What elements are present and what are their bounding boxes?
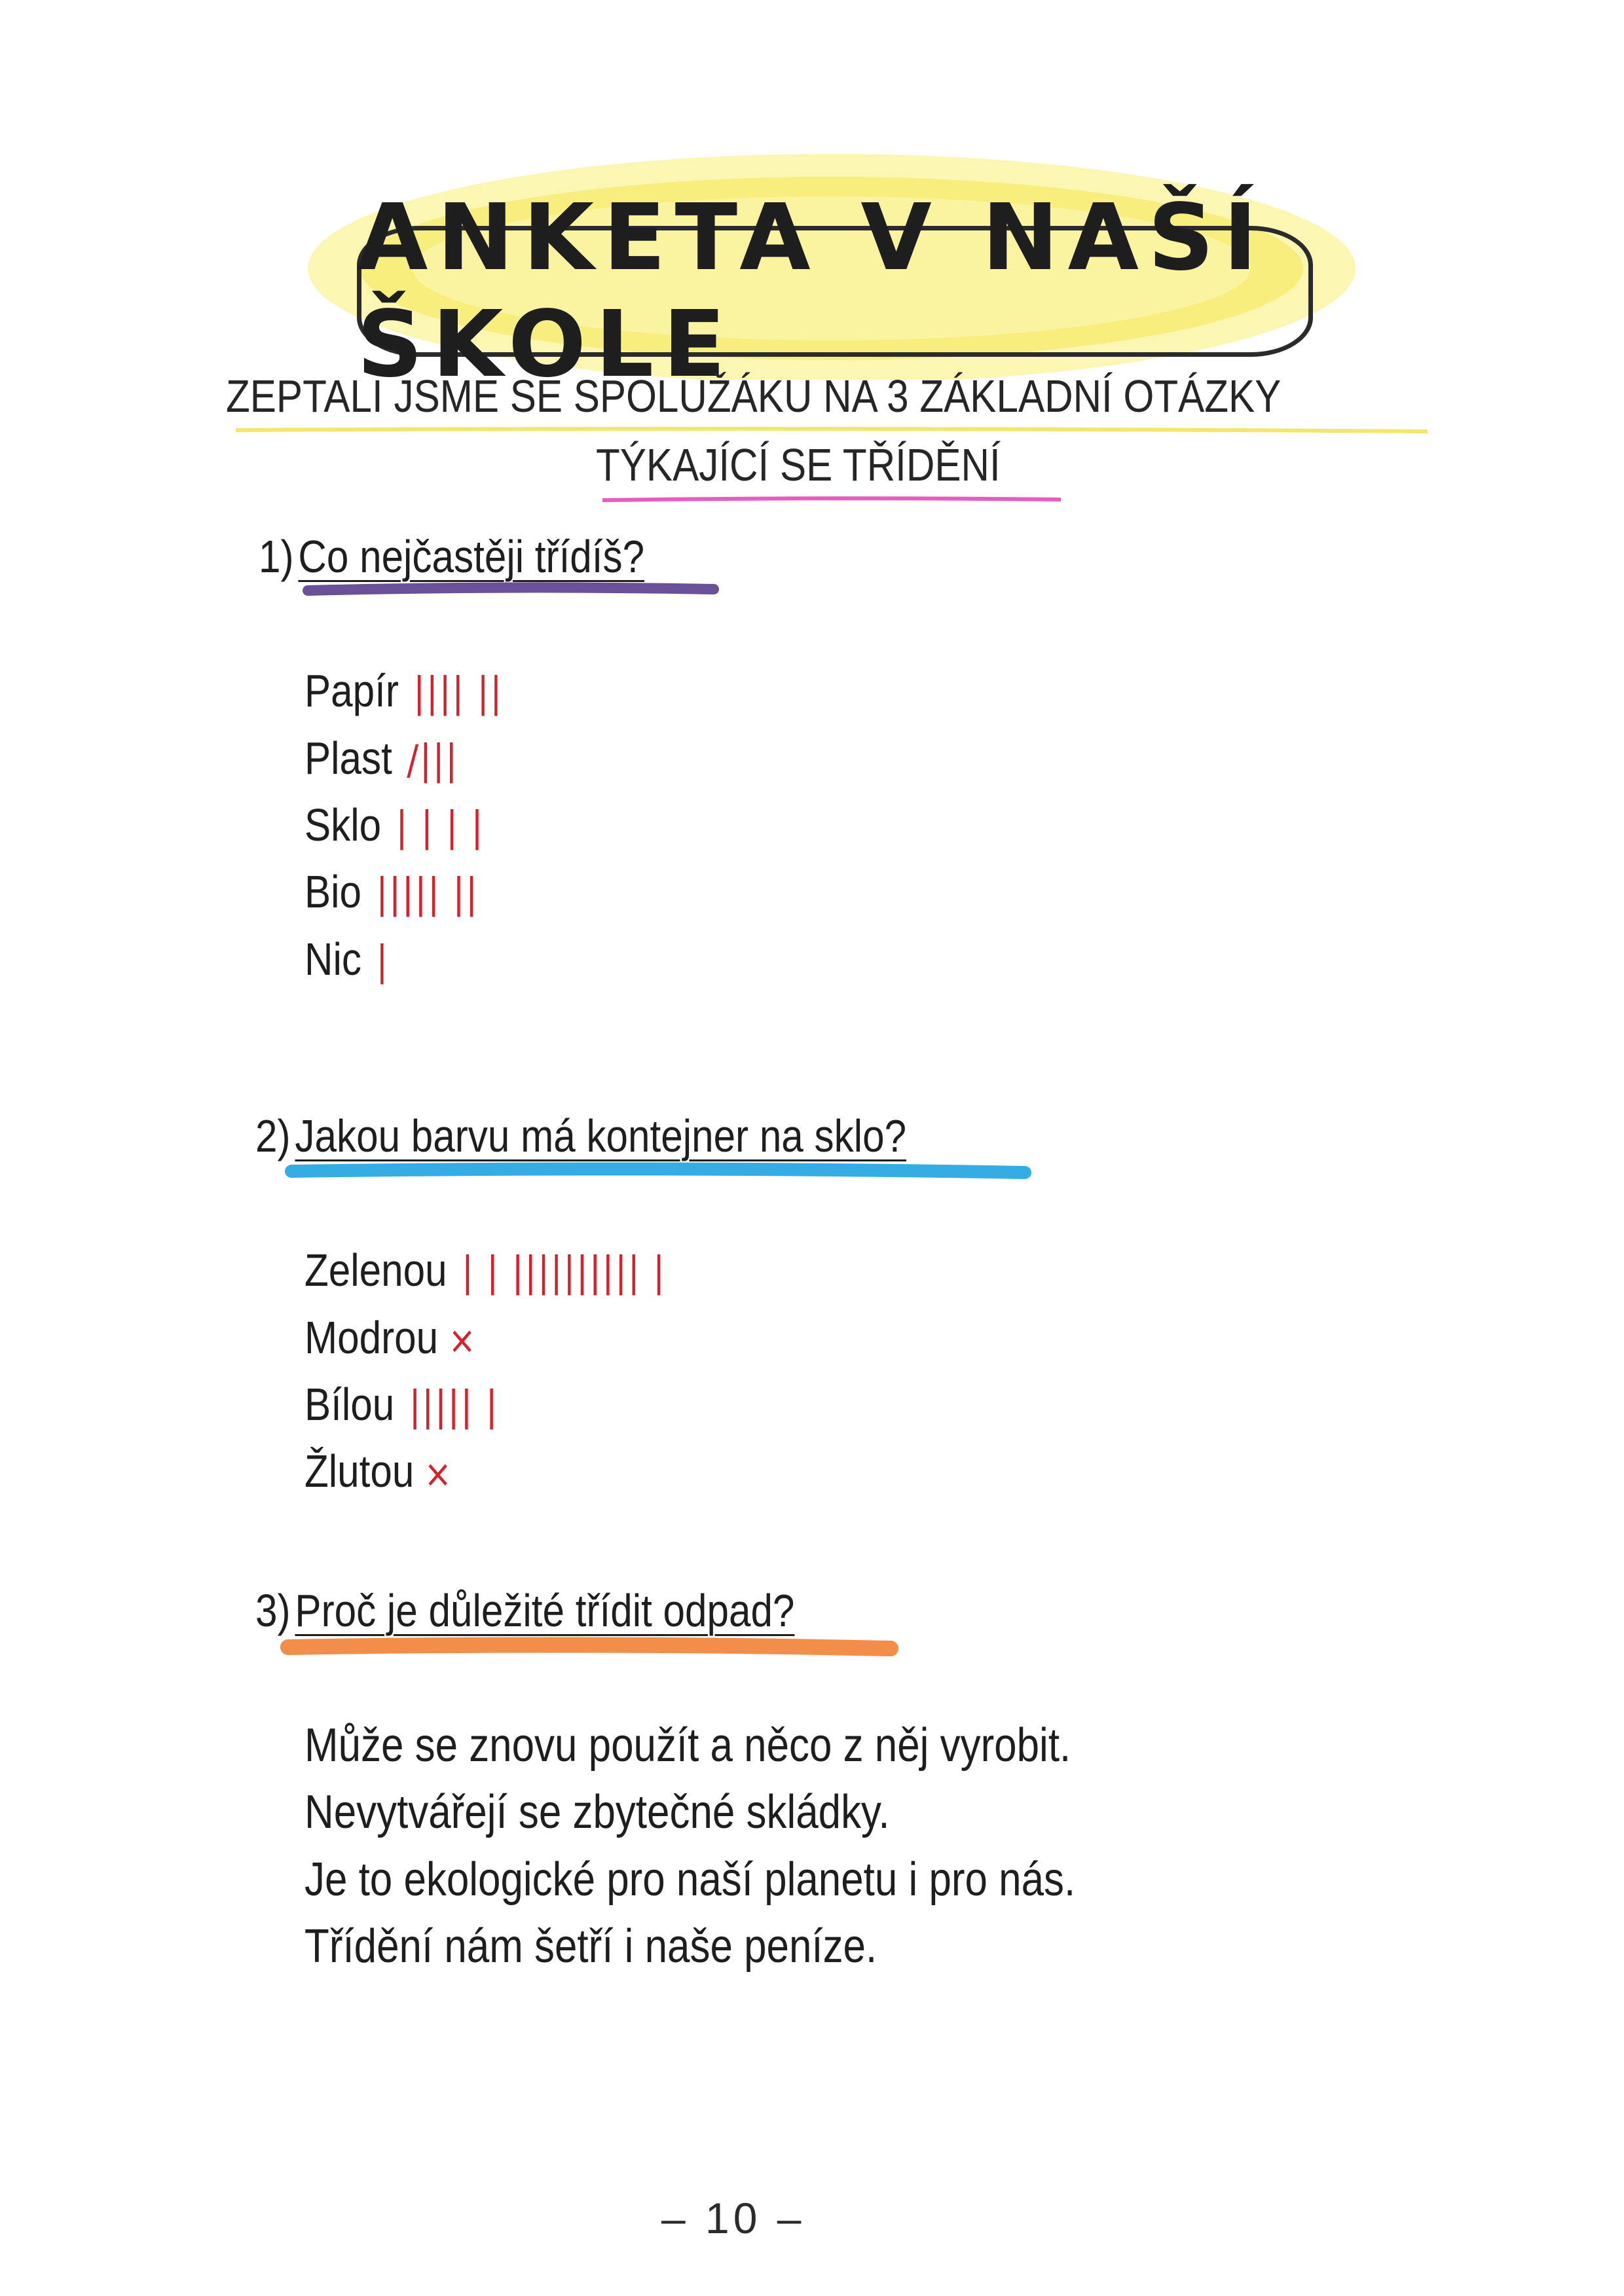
reason-item: Nevytvářejí se zbytečné skládky. (304, 1786, 890, 1838)
page-number: – 10 – (661, 2194, 805, 2242)
question-text: Proč je důležité třídit odpad? (295, 1585, 795, 1636)
answer-label: Bílou (304, 1379, 395, 1430)
reason-item: Může se znovu použít a něco z něj vyrobit. (304, 1719, 1071, 1772)
question-text: Co nejčastěji třídíš? (298, 531, 645, 582)
page-title: ANKETA V NAŠÍ ŠKOLE (357, 185, 1266, 398)
reason-item: Třídění nám šetří i naše peníze. (304, 1920, 877, 1973)
question-1 (259, 530, 644, 583)
answer-label: Plast (304, 733, 392, 784)
tally-marks: ||||| || (376, 869, 479, 917)
answer-row (304, 1378, 498, 1430)
question-text: Jakou barvu má kontejner na sklo? (295, 1110, 907, 1161)
answer-row (304, 1445, 452, 1497)
answer-label: Nic (304, 934, 361, 985)
question-3 (255, 1584, 794, 1637)
answer-row (304, 799, 484, 851)
answer-label: Bio (304, 866, 362, 917)
answer-row (304, 665, 503, 717)
answer-row (304, 933, 389, 985)
answer-row (304, 866, 479, 918)
answer-row (304, 1311, 477, 1364)
answer-row (304, 732, 458, 784)
tally-marks: | (376, 937, 389, 985)
question-2 (255, 1110, 906, 1162)
subtitle-line-1: ZEPTALI JSME SE SPOLUŽÁKU NA 3 ZÁKLADNÍ OTÁZKY (226, 371, 1282, 422)
tally-marks: | | | | (396, 803, 485, 850)
cross-mark: × (424, 1451, 453, 1496)
tally-marks: ||||| | (409, 1382, 499, 1430)
reason-item: Je to ekologické pro naší planetu i pro nás. (304, 1853, 1076, 1906)
answer-label: Žlutou (304, 1446, 415, 1497)
subtitle-underline-yellow (236, 426, 1428, 435)
answer-label: Papír (304, 665, 399, 716)
answer-row (304, 1244, 666, 1296)
question-3-underline (288, 1637, 891, 1660)
tally-marks: /||| (407, 736, 458, 784)
subtitle-underline-pink (602, 495, 1061, 504)
subtitle-line-2: TÝKAJÍCÍ SE TŘÍDĚNÍ (596, 439, 1001, 490)
tally-marks: | | |||||||||| | (461, 1248, 666, 1296)
cross-mark: × (448, 1318, 477, 1362)
tally-marks: |||| || (413, 668, 504, 716)
answer-label: Modrou (304, 1312, 439, 1363)
question-number: 3) (255, 1585, 291, 1636)
answer-label: Zelenou (304, 1245, 447, 1296)
question-number: 2) (255, 1110, 291, 1161)
question-number: 1) (259, 531, 294, 582)
answer-label: Sklo (304, 799, 382, 850)
question-2-underline (291, 1162, 1025, 1182)
question-1-underline (308, 583, 714, 598)
